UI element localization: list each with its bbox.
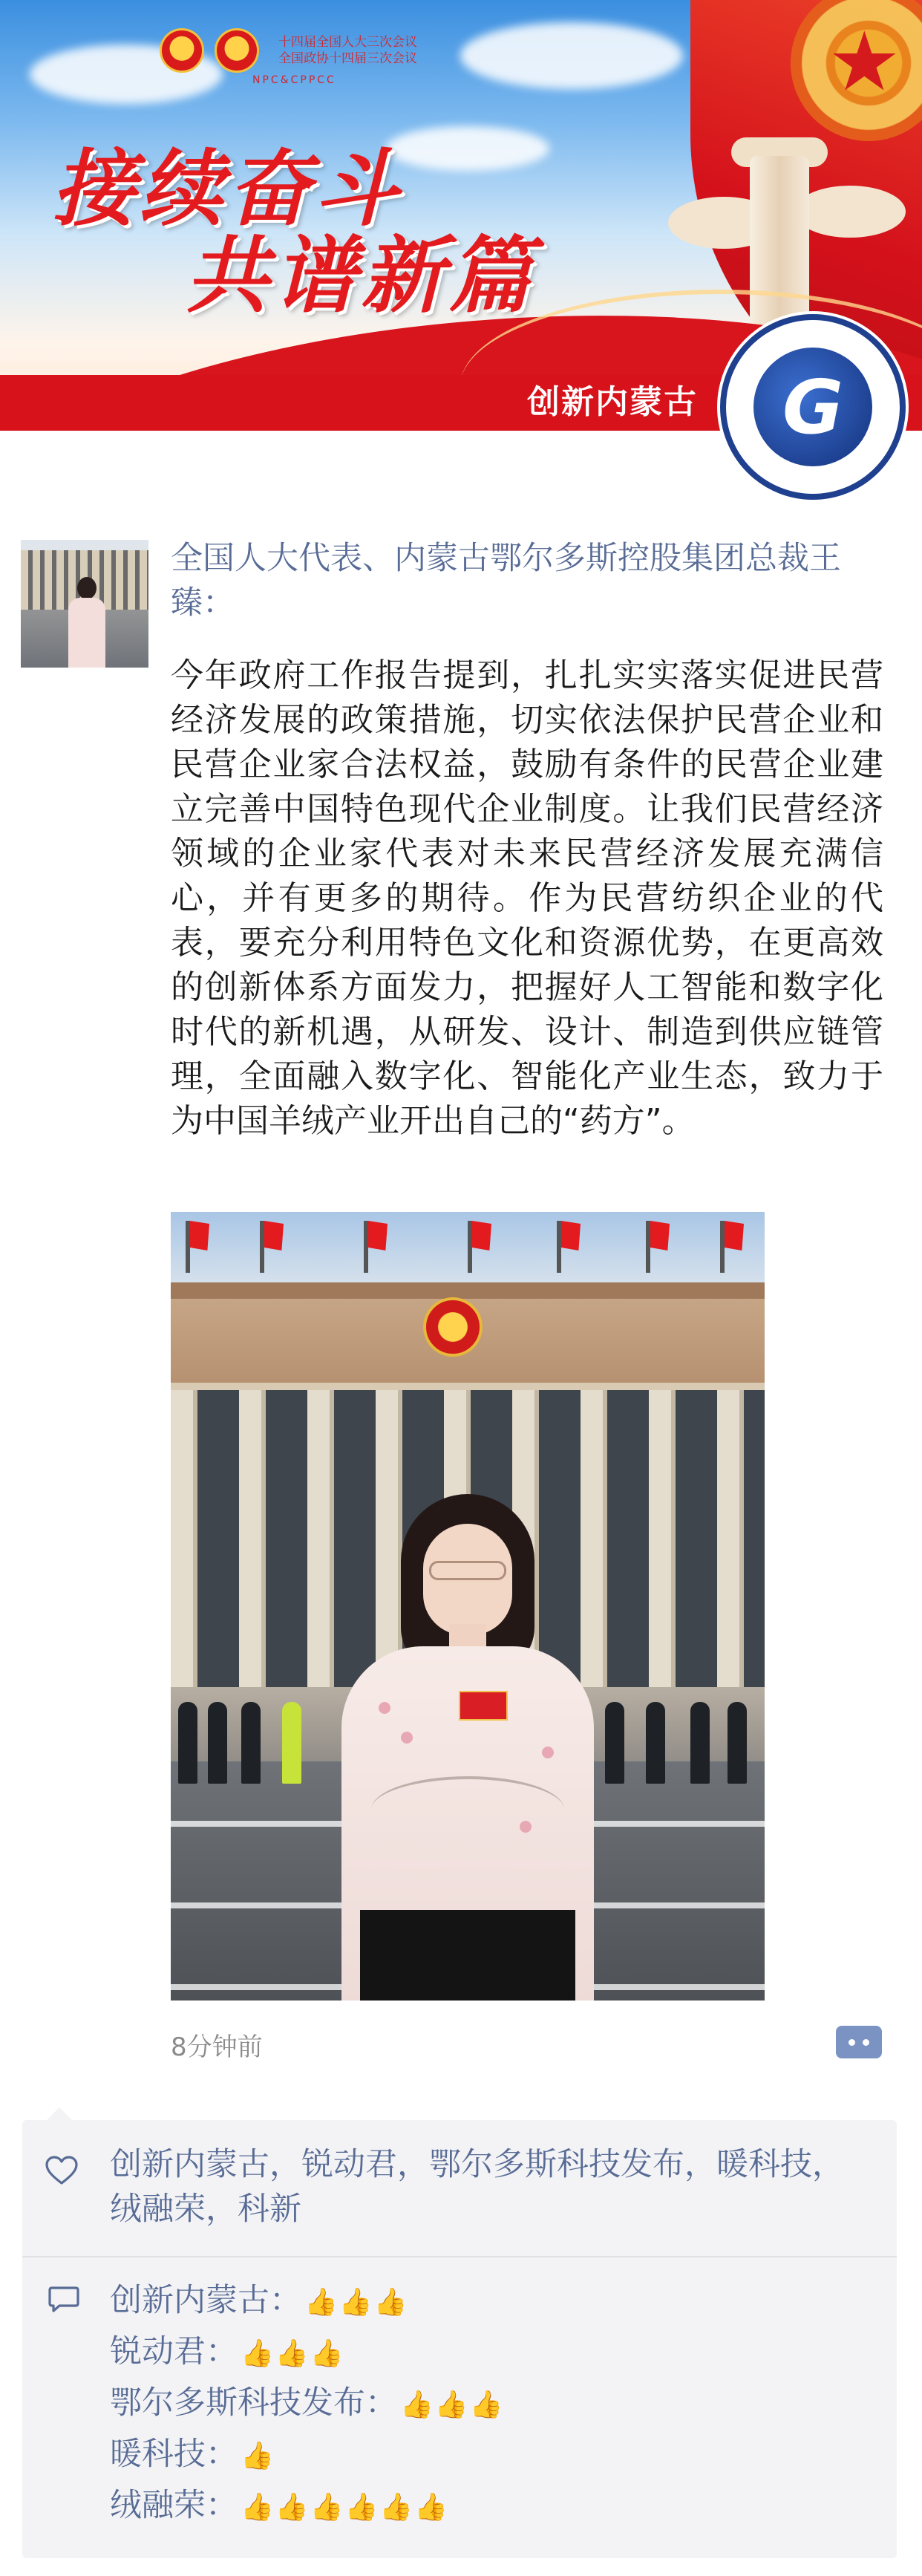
flag: [186, 1221, 190, 1273]
slogan-line1: 接续奋斗: [52, 141, 402, 238]
post-timestamp: 8分钟前: [171, 2032, 263, 2062]
national-emblem-icon: [160, 28, 204, 73]
avatar-person: [68, 577, 105, 668]
cppcc-emblem-icon: [215, 28, 259, 73]
jacket-blossom: [379, 1702, 390, 1714]
more-dot-icon: [863, 2039, 869, 2046]
hall-emblem-icon: [423, 1297, 483, 1357]
comment-author[interactable]: 鄂尔多斯科技发布: [110, 2384, 365, 2422]
jacket-blossom: [542, 1747, 554, 1758]
slogan-line2: 共谱新篇: [186, 228, 536, 325]
heart-outline-icon: [45, 2156, 79, 2185]
session-title: [278, 34, 417, 67]
comment-colon: ：: [206, 2487, 238, 2524]
flag: [646, 1221, 650, 1273]
more-dot-icon: [849, 2039, 855, 2046]
session-emblems: [160, 28, 417, 73]
flag: [260, 1221, 264, 1273]
flag: [468, 1221, 472, 1273]
npc-cppcc-label: NPC&CPPCC: [252, 74, 336, 86]
flag: [720, 1221, 725, 1273]
cloud-wing-decoration: [794, 186, 906, 238]
comment-item[interactable]: [110, 2378, 874, 2430]
comment-text: 👍👍👍: [241, 2338, 345, 2369]
comment-text: 👍👍👍👍👍👍: [241, 2492, 449, 2523]
comment-item[interactable]: [110, 2327, 874, 2378]
crowd-person: [646, 1702, 665, 1784]
likers-list[interactable]: 创新内蒙古，锐动君，鄂尔多斯科技发布，暖科技，绒融荣，科新: [110, 2146, 844, 2228]
comment-author[interactable]: 绒融荣: [110, 2487, 206, 2524]
jacket-blossom: [401, 1732, 413, 1744]
jacket-embroidery: [371, 1776, 564, 1843]
comments-list: [110, 2276, 874, 2532]
cloud: [460, 22, 683, 89]
comment-author[interactable]: 暖科技: [110, 2436, 206, 2473]
avatar[interactable]: [21, 540, 148, 668]
crowd-person: [728, 1702, 747, 1784]
crowd-person: [605, 1702, 624, 1784]
comment-item[interactable]: [110, 2276, 874, 2327]
comment-colon: ：: [206, 2333, 238, 2370]
comment-text: 👍👍👍: [304, 2287, 409, 2318]
comment-colon: ：: [365, 2384, 397, 2422]
session-title-line1: 十四届全国人大三次会议: [278, 35, 417, 50]
post-photo[interactable]: [171, 1212, 765, 2001]
post-author[interactable]: 全国人大代表、内蒙古鄂尔多斯控股集团总裁王臻：: [171, 540, 841, 622]
jacket-blossom: [520, 1821, 532, 1833]
more-options-button[interactable]: [836, 2026, 882, 2058]
brand-logo-glyph: G: [753, 348, 872, 466]
crowd-person: [241, 1702, 261, 1784]
likes-comments-divider: [22, 2256, 897, 2257]
comment-bubble-icon: [48, 2285, 80, 2315]
crowd-person: [178, 1702, 197, 1784]
comment-item[interactable]: [110, 2430, 874, 2481]
hall-roof-ridge: [171, 1282, 765, 1299]
crowd-person: [208, 1702, 227, 1784]
comment-text: 👍👍👍: [400, 2390, 505, 2420]
crowd-person: [690, 1702, 710, 1784]
avatar-body: [68, 598, 105, 668]
comment-text: 👍: [241, 2441, 275, 2471]
post-text: 今年政府工作报告提到，扎扎实实落实促进民营经济发展的政策措施，切实依法保护民营企业和民营企业家合法权益，鼓励有条件的民营企业建立完善中国特色现代企业制度。让我们民营经济领域的企业家代表对未来民营经济发展充满信心，并有更多的期待。作为民营纺织企业的代表，要充分利用特色文化和资源优势，在更高效的创新体系方面发力，把握好人工智能和数字化时代的新机遇，从研发、设计、制造到供应链管理，全面融入数字化、智能化产业生态，致力于为中国羊绒产业开出自己的“药方”。: [171, 656, 883, 1140]
comment-author[interactable]: 创新内蒙古: [110, 2282, 269, 2319]
session-title-line2: 全国政协十四届三次会议: [278, 51, 417, 66]
avatar-head: [77, 577, 97, 599]
brand-name: 创新内蒙古: [527, 383, 698, 421]
subject-skirt: [360, 1910, 575, 2001]
delegate-badge: [459, 1691, 508, 1721]
comment-colon: ：: [206, 2436, 238, 2473]
interactions-pointer: [46, 2107, 73, 2121]
flag: [557, 1221, 561, 1273]
likes-row: [22, 2120, 897, 2256]
cloud: [386, 126, 549, 171]
interactions-panel: [22, 2120, 897, 2558]
brand-logo: [720, 314, 906, 500]
comment-item[interactable]: [110, 2481, 874, 2532]
flag: [364, 1221, 368, 1273]
crowd-person: [282, 1702, 301, 1784]
comment-author[interactable]: 锐动君: [110, 2333, 206, 2370]
subject-glasses: [429, 1561, 506, 1580]
comment-colon: ：: [269, 2282, 301, 2319]
red-star-icon: ★: [828, 14, 901, 109]
